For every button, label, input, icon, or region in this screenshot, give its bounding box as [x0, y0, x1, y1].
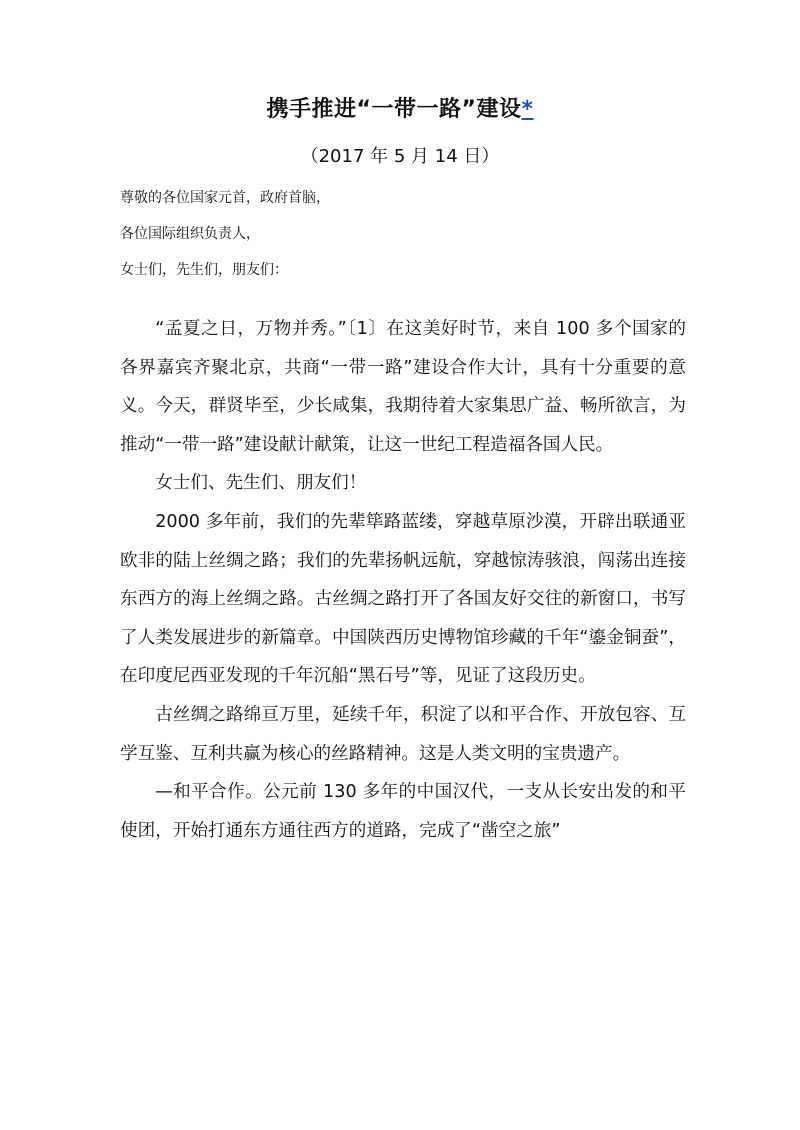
document-title	[0, 92, 800, 128]
body-paragraph: 女士们、先生们、朋友们！	[155, 473, 367, 494]
salutation-line: 女士们，先生们，朋友们：	[120, 262, 288, 278]
title-text: 携手推进“一带一路”建设	[266, 97, 522, 122]
body-paragraph: 古丝绸之路绵亘万里，延续千年，积淀了以和平合作、开放包容、互学互鉴、互利共赢为核心的丝路精神。这是人类文明的宝贵遗产。	[120, 704, 686, 764]
salutation-line: 各位国际组织负责人，	[120, 226, 260, 242]
salutation-line: 尊敬的各位国家元首，政府首脑，	[120, 190, 330, 206]
body-paragraph: 2000 多年前，我们的先辈筚路蓝缕，穿越草原沙漠，开辟出联通亚欧非的陆上丝绸之路；我们的先辈扬帆远航，穿越惊涛骇浪，闯荡出连接东西方的海上丝绸之路。古丝绸之路打开了各国友好交往的新窗口，书写了人类发展进步的新篇章。中国陕西历史博物馆珍藏的千年“鎏金铜蚕”，在印度尼西亚发现的千年沉船“黑石号”等，见证了这段历史。	[120, 511, 686, 687]
body-paragraph: “孟夏之日，万物并秀。”〔1〕在这美好时节，来自 100 多个国家的各界嘉宾齐聚北京，共商“一带一路”建设合作大计，具有十分重要的意义。今天，群贤毕至，少长咸集，我期待着大家集思广益、畅所欲言，为推动“一带一路”建设献计献策，让这一世纪工程造福各国人民。	[120, 319, 686, 455]
title-footnote-link[interactable]: *	[521, 97, 534, 122]
body-paragraph: —和平合作。公元前 130 多年的中国汉代，一支从长安出发的和平使团，开始打通东方通往西方的道路，完成了“凿空之旅”	[120, 782, 686, 841]
document-date: （2017 年 5 月 14 日）	[300, 146, 500, 167]
document-body	[120, 310, 686, 850]
